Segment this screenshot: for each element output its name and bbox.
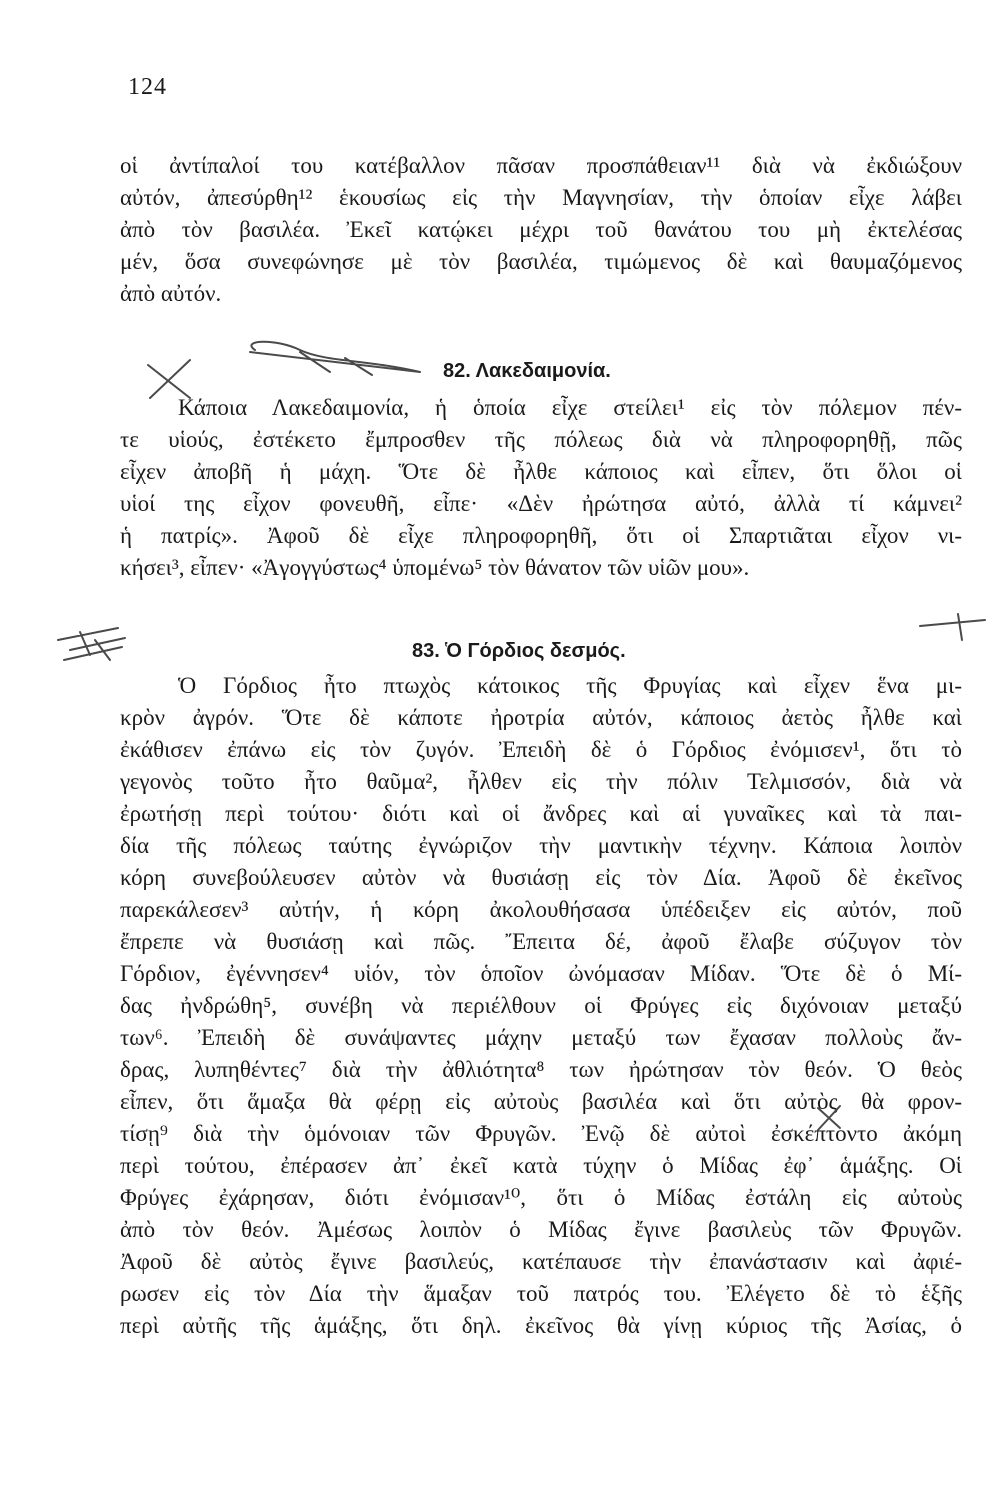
text-line: ἡ πατρίς». Ἀφοῦ δὲ εἶχε πληροφορηθῆ, ὅτι οἱ Σπαρτιᾶται εἶχον νι- (120, 523, 962, 548)
text-line: περὶ αὐτῆς τῆς ἁμάξης, ὅτι δηλ. ἐκεῖνος θὰ γίνῃ κύριος τῆς Ἀσίας, ὁ (120, 1313, 962, 1338)
text-line: κήσει³, εἶπεν· «Ἀγογγύστως⁴ ὑπομένω⁵ τὸν θάνατον τῶν υἱῶν μου». (120, 555, 750, 580)
text-line: ἀπὸ αὐτόν. (120, 281, 222, 306)
text-line: εἶχεν ἀποβῆ ἡ μάχη. Ὅτε δὲ ἦλθε κάποιος καὶ εἶπεν, ὅτι ὅλοι οἱ (120, 459, 962, 484)
text-line: δας ἠνδρώθη⁵, συνέβη νὰ περιέλθουν οἱ Φρύγες εἰς διχόνοιαν μεταξύ (120, 993, 962, 1018)
text-line: μέν, ὅσα συνεφώνησε μὲ τὸν βασιλέα, τιμώμενος δὲ καὶ θαυμαζόμενος (120, 249, 962, 274)
text-line: ἀπὸ τὸν θεόν. Ἀμέσως λοιπὸν ὁ Μίδας ἔγινε βασιλεὺς τῶν Φρυγῶν. (120, 1217, 962, 1242)
text-line: Ἀφοῦ δὲ αὐτὸς ἔγινε βασιλεύς, κατέπαυσε τὴν ἐπανάστασιν καὶ ἀφιέ- (120, 1249, 962, 1274)
text-line: εἶπεν, ὅτι ἅμαξα θὰ φέρῃ εἰς αὐτοὺς βασιλέα καὶ ὅτι αὐτὸς θὰ φρον- (120, 1089, 962, 1114)
section-heading-82: 82. Λακεδαιμονία. (443, 360, 611, 382)
text-line: κόρη συνεβούλευσεν αὐτὸν νὰ θυσιάσῃ εἰς τὸν Δία. Ἀφοῦ δὲ ἐκεῖνος (120, 865, 962, 890)
text-line: δία τῆς πόλεως ταύτης ἐγνώριζον τὴν μαντικὴν τέχνην. Κάποια λοιπὸν (120, 833, 962, 858)
text-line: γεγονὸς τοῦτο ἦτο θαῦμα², ἦλθεν εἰς τὴν πόλιν Τελμισσόν, διὰ νὰ (120, 769, 962, 794)
text-line: τε υἱούς, ἐστέκετο ἔμπροσθεν τῆς πόλεως διὰ νὰ πληροφορηθῇ, πῶς (120, 427, 962, 452)
tick-mark-icon (920, 614, 985, 640)
text-line: ρωσεν εἰς τὸν Δία τὴν ἅμαξαν τοῦ πατρός του. Ἐλέγετο δὲ τὸ ἑξῆς (120, 1281, 962, 1306)
text-line: παρεκάλεσεν³ αὐτήν, ἡ κόρη ἀκολουθήσασα ὑπέδειξεν εἰς αὐτόν, ποῦ (120, 897, 962, 922)
text-line: των⁶. Ἐπειδὴ δὲ συνάψαντες μάχην μεταξύ των ἔχασαν πολλοὺς ἄν- (120, 1025, 962, 1050)
text-line: Κάποια Λακεδαιμονία, ἡ ὁποία εἶχε στείλει¹ εἰς τὸν πόλεμον πέν- (178, 395, 962, 420)
text-line: ἐκάθισεν ἐπάνω εἰς τὸν ζυγόν. Ἐπειδὴ δὲ ὁ Γόρδιος ἐνόμισεν¹, ὅτι τὸ (120, 737, 962, 762)
text-line: Ὁ Γόρδιος ἦτο πτωχὸς κάτοικος τῆς Φρυγίας καὶ εἶχεν ἕνα μι- (178, 673, 962, 698)
text-line: ἐρωτήσῃ περὶ τούτου· διότι καὶ οἱ ἄνδρες καὶ αἱ γυναῖκες καὶ τὰ παι- (120, 801, 962, 826)
section-heading-83: 83. Ὁ Γόρδιος δεσμός. (412, 640, 626, 662)
page-number: 124 (128, 74, 167, 100)
text-line: οἱ ἀντίπαλοί του κατέβαλλον πᾶσαν προσπάθειαν¹¹ διὰ νὰ ἐκδιώξουν (120, 153, 962, 178)
section-82-body (120, 392, 962, 584)
text-line: τίσῃ⁹ διὰ τὴν ὁμόνοιαν τῶν Φρυγῶν. Ἐνῷ δὲ αὐτοὶ ἐσκέπτοντο ἀκόμη (120, 1121, 962, 1146)
text-line: Γόρδιον, ἐγέννησεν⁴ υἱόν, τὸν ὁποῖον ὠνόμασαν Μίδαν. Ὅτε δὲ ὁ Μί- (120, 961, 962, 986)
text-line: Φρύγες ἐχάρησαν, διότι ἐνόμισαν¹⁰, ὅτι ὁ Μίδας ἐστάλη εἰς αὐτοὺς (120, 1185, 962, 1210)
section-83-body (120, 670, 962, 1342)
text-line: υἱοί της εἶχον φονευθῆ, εἶπε· «Δὲν ἠρώτησα αὐτό, ἀλλὰ τί κάμνει² (120, 491, 962, 516)
text-line: ἀπὸ τὸν βασιλέα. Ἐκεῖ κατῴκει μέχρι τοῦ θανάτου του μὴ ἐκτελέσας (120, 217, 962, 242)
text-line: δρας, λυπηθέντες⁷ διὰ τὴν ἀθλιότητα⁸ των ἠρώτησαν τὸν θεόν. Ὁ θεὸς (120, 1057, 962, 1082)
paragraph-continuation (120, 150, 962, 310)
text-line: περὶ τούτου, ἐπέρασεν ἀπ᾿ ἐκεῖ κατὰ τύχην ὁ Μίδας ἐφ᾿ ἁμάξης. Οἱ (120, 1153, 962, 1178)
text-line: αὐτόν, ἀπεσύρθη¹² ἑκουσίως εἰς τὴν Μαγνησίαν, τὴν ὁποίαν εἶχε λάβει (120, 185, 962, 210)
text-line: κρὸν ἀγρόν. Ὅτε δὲ κάποτε ἠροτρία αὐτόν, κάποιος ἀετὸς ἦλθε καὶ (120, 705, 962, 730)
text-line: ἔπρεπε νὰ θυσιάσῃ καὶ πῶς. Ἔπειτα δέ, ἀφοῦ ἔλαβε σύζυγον τὸν (120, 929, 962, 954)
